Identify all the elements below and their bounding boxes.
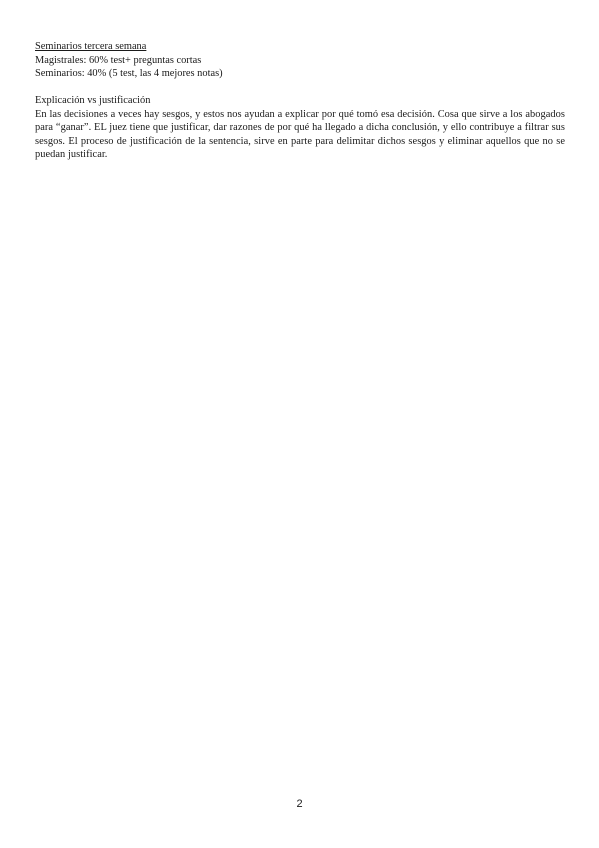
- grading-line-seminarios: Seminarios: 40% (5 test, las 4 mejores notas): [35, 68, 223, 79]
- page-number: 2: [296, 798, 303, 810]
- section-heading-seminarios: Seminarios tercera semana: [35, 41, 147, 52]
- section-heading-explicacion: Explicación vs justificación: [35, 95, 151, 106]
- grading-line-magistrales: Magistrales: 60% test+ preguntas cortas: [35, 54, 202, 66]
- paragraph-spacer: [35, 81, 565, 95]
- body-paragraph: En las decisiones a veces hay sesgos, y estos nos ayudan a explicar por qué tomó esa decisión. Cosa que sirve a los abogados para “ganar”. EL juez tiene que justificar, dar razones de por qué ha llegado a dicha conclusión, y ello contribuye a filtrar sus sesgos. El proceso de justificación de la sentencia, sirve en parte para delimitar dichos sesgos y eliminar aquellos que no se puedan justificar.: [35, 108, 565, 160]
- page-content: [35, 40, 565, 162]
